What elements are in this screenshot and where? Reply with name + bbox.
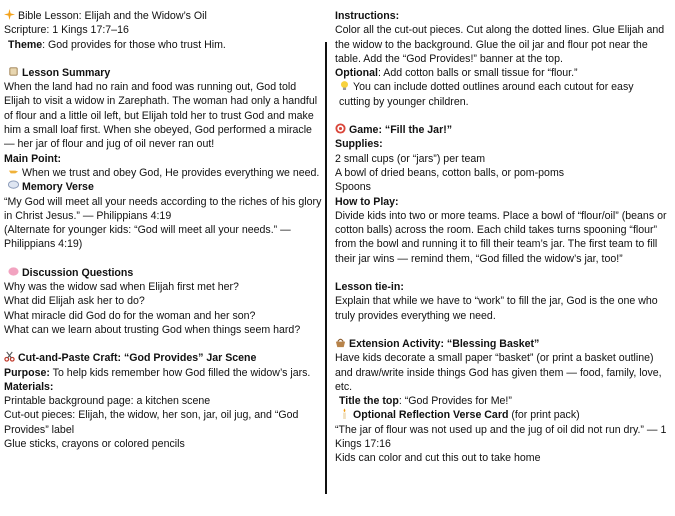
memory-verse: “My God will meet all your needs according to the riches of his glory in Christ Jesus.” — Philippians 4:19 <box>4 195 322 222</box>
pointing-hand-icon <box>8 166 19 177</box>
tip-line: You can include dotted outlines around each cutout for easy cutting by younger children. <box>339 81 634 108</box>
supply-item: A bowl of dried beans, cotton balls, or pom-poms <box>335 166 565 179</box>
instructions-heading: Instructions: <box>335 10 400 22</box>
scripture: Scripture: 1 Kings 17:7–16 <box>4 24 129 37</box>
game-heading: Game: “Fill the Jar!” <box>335 123 667 137</box>
lesson-title <box>4 9 322 23</box>
target-icon <box>335 123 346 134</box>
tiein-text: Explain that while we have to “work” to fill the jar, God is the one who truly provides everything we need. <box>335 295 658 322</box>
craft-heading: Cut-and-Paste Craft: “God Provides” Jar Scene <box>4 351 322 365</box>
material-item: Glue sticks, crayons or colored pencils <box>4 438 185 451</box>
basket-icon <box>335 337 346 348</box>
tiein-heading: Lesson tie-in: <box>335 281 404 294</box>
theme-label: Theme <box>8 38 43 51</box>
theme-line <box>4 38 322 52</box>
title-top-line: Title the top: “God Provides for Me!” <box>339 395 512 408</box>
memory-verse-alt: (Alternate for younger kids: “God will meet all your needs.” — Philippians 4:19) <box>4 224 291 251</box>
brain-icon <box>8 266 19 277</box>
memory-heading: Memory Verse <box>4 180 322 194</box>
extension-heading: Extension Activity: “Blessing Basket” <box>335 337 667 351</box>
instructions-text: Color all the cut-out pieces. Cut along the dotted lines. Glue Elijah and the widow to the background. Glue the oil jar and flour pot near the table. Add the “God Provides!” banner at the top. <box>335 24 665 65</box>
material-item: Printable background page: a kitchen scene <box>4 395 211 408</box>
purpose-line: Purpose: To help kids remember how God filled the widow’s jars. <box>4 366 311 379</box>
main-point-heading: Main Point: <box>4 152 62 165</box>
supplies-heading: Supplies: <box>335 138 383 151</box>
column-divider <box>325 42 327 494</box>
question-item: Why was the widow sad when Elijah first met her? <box>4 281 239 294</box>
reflection-heading: Optional Reflection Verse Card (for print pack) <box>335 408 667 422</box>
optional-line: Optional: Add cotton balls or small tissue for “flour.” <box>335 67 578 80</box>
summary-heading: Lesson Summary <box>4 66 322 80</box>
question-item: What can we learn about trusting God when things seem hard? <box>4 323 301 336</box>
scissors-icon <box>4 351 15 362</box>
right-column <box>335 9 667 466</box>
question-item: What miracle did God do for the woman and her son? <box>4 309 256 322</box>
reflection-note: Kids can color and cut this out to take home <box>335 452 541 465</box>
extension-text: Have kids decorate a small paper “basket” (or print a basket outline) and draw/write inside things God has given them — food, family, love, etc. <box>335 352 662 393</box>
lightbulb-icon <box>339 80 350 91</box>
candle-icon <box>339 408 350 419</box>
question-item: What did Elijah ask her to do? <box>4 295 145 308</box>
speech-bubble-icon <box>8 180 19 191</box>
discussion-heading: Discussion Questions <box>4 266 322 280</box>
supply-item: 2 small cups (or “jars”) per team <box>335 152 486 165</box>
material-item: Cut-out pieces: Elijah, the widow, her son, jar, oil jug, and “God Provides” label <box>4 409 299 436</box>
reflection-quote: “The jar of flour was not used up and the jug of oil did not run dry.” — 1 Kings 17:16 <box>335 423 667 451</box>
summary-text: When the land had no rain and food was running out, God told Elijah to visit a widow in Zarephath. The woman had only a handful of flour and a little oil left, but Elijah told her to trust God and make him a small loaf first. When she obeyed, God performed a miracle — her jar of flour and jug of oil never ran out! <box>4 81 318 151</box>
supply-item: Spoons <box>335 181 371 194</box>
left-column <box>4 9 322 451</box>
howto-text: Divide kids into two or more teams. Place a bowl of “flour/oil” (beans or cotton balls) across the room. Each child takes turns spooning “flour” from the bowl and running it to fill their team’s jar. The first team to fill their jar wins — remind them, “God filled the widow’s jar, too!” <box>335 209 667 265</box>
materials-heading: Materials: <box>4 380 54 393</box>
howto-heading: How to Play: <box>335 195 399 208</box>
main-point-text: When we trust and obey God, He provides everything we need. <box>4 166 322 180</box>
lesson-title-text: Bible Lesson: Elijah and the Widow’s Oil <box>18 10 207 22</box>
sparkle-icon <box>4 9 15 20</box>
scroll-icon <box>8 66 19 77</box>
theme-text: : God provides for those who trust Him. <box>42 38 226 51</box>
